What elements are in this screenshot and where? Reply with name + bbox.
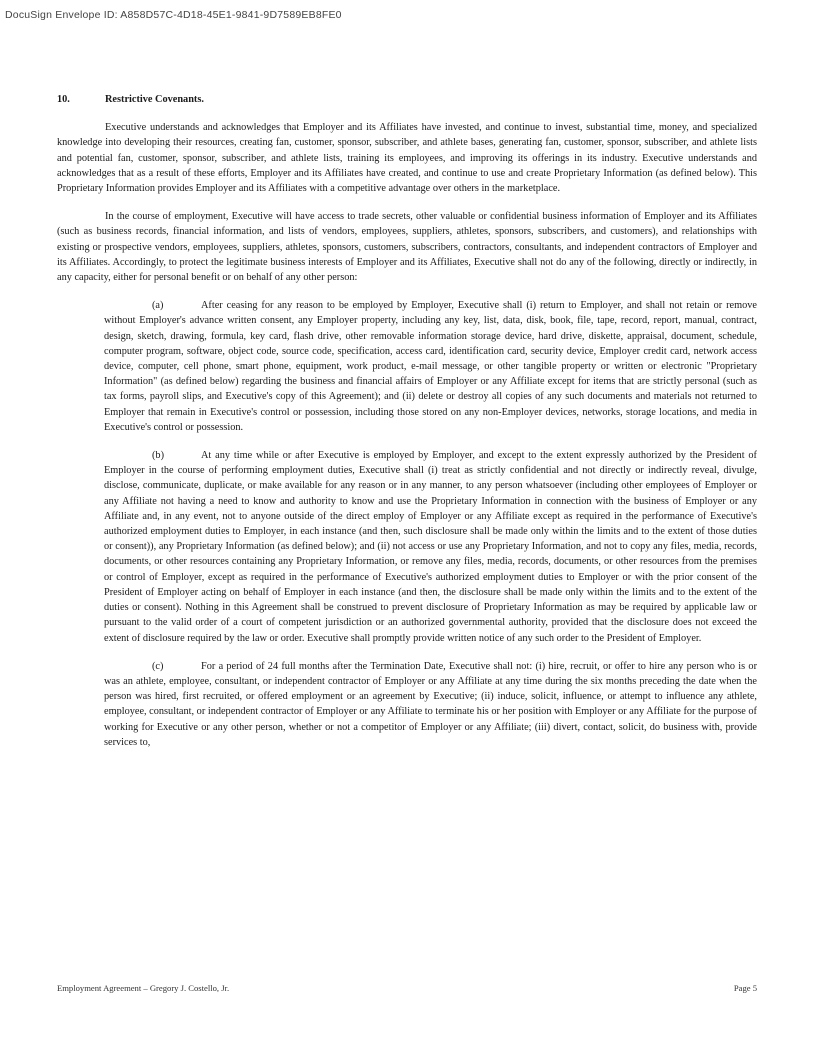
- intro-paragraph-1: Executive understands and acknowledges that Employer and its Affiliates have invested, and continue to invest, substantial time, money, and specialized knowledge into developing their resources, creating fan, customer, sponsor, subscriber, and athlete bases, generating fan, customer, sponsor, subscriber, and athlete lists and potential fan, customer, sponsor, subscriber, and athlete lists, training its employees, and improving its offerings in its industry. Executive understands and acknowledges that as a result of these efforts, Employer and its Affiliates have created, and continue to use and create Proprietary Information (as defined below). This Proprietary Information provides Employer and its Affiliates with a competitive advantage over others in the marketplace.: [57, 122, 757, 195]
- docusign-envelope-id: DocuSign Envelope ID: A858D57C-4D18-45E1-9841-9D7589EB8FE0: [5, 9, 342, 21]
- subsection-label: (b): [152, 450, 165, 462]
- subsection-text: For a period of 24 full months after the Termination Date, Executive shall not: (i) hire, recruit, or offer to hire any person who is or was an athlete, employee, consultant, or independent contractor of Employer or any Affiliate at any time during the six months preceding the date when the person was hired, first recruited, or offered employment or an agreement by Executive; (ii) induce, solicit, influence, or attempt to influence any athlete, employee, consultant, or independent contractor of Employer or any Affiliate to terminate his or her position with Employer or any Affiliate for the purpose of working for Executive or any other person, whether or not a competitor of Employer or any Affiliate; (iii) divert, contact, solicit, do business with, provide services to,: [104, 660, 757, 748]
- subsection-b: [104, 448, 757, 646]
- subsection-c: [104, 659, 757, 750]
- subsection-text: After ceasing for any reason to be employed by Employer, Executive shall (i) return to Employer, and shall not retain or remove without Employer's advance written consent, any Employer property, including any key, list, data, disk, book, file, tape, record, report, manual, contract, design, sketch, drawing, formula, key card, flash drive, other removable information storage device, hard drive, diskette, appraisal, document, schedule, computer program, software, object code, source code, specification, access card, identification card, security device, Employer credit card, network access device, computer, cell phone, smart phone, equipment, work product, e-mail message, or other tangible property or written or electronic "Proprietary Information" (as defined below) regarding the business and financial affairs of Employer or any Affiliate except for items that are strictly personal (such as tax forms, payroll slips, and Executive's copy of this Agreement); and (ii) delete or destroy all copies of any such documents and materials not returned to Employer that remain in Executive's control or possession, including those stored on any non-Employer devices, networks, storage locations, and media in Executive's control or possession.: [104, 300, 757, 433]
- subsection-text: At any time while or after Executive is employed by Employer, and except to the extent expressly authorized by the President of Employer in the course of performing employment duties, Executive shall (i) treat as strictly confidential and not directly or indirectly reveal, divulge, disclose, communicate, duplicate, or make available for any reason or in any manner, to any person whatsoever (including other employees of Employer or any Affiliate not having a need to know and authority to know and use the Proprietary Information in connection with the business of Employer or any Affiliate and, in any event, not to anyone outside of the direct employ of Employer or any Affiliate except as required in the performance of Executive's authorized employment duties to Employer, in each instance (and then, such disclosure shall be made only within the limits and to the extent of those duties or consent)), any Proprietary Information (as defined below); and (ii) not access or use any Proprietary Information, and not to copy any files, media, records, documents, or other resources containing any Proprietary Information, or remove any files, media, records, documents, or other resources from the premises or control of Employer, except as required in the performance of Executive's authorized employment duties to Employer or with the prior consent of the President of Employer acting on behalf of Employer in each instance (and then, the disclosure shall be made only within the limits and to the extent of the duties or consent). Nothing in this Agreement shall be construed to prevent disclosure of Proprietary Information as may be required by applicable law or pursuant to the valid order of a court of competent jurisdiction or an authorized governmental authority, provided that the disclosure does not exceed the extent of disclosure required by the law or order. Executive shall promptly provide written notice of any such order to the President of Employer.: [104, 450, 757, 644]
- subsection-a: [104, 298, 757, 435]
- footer-page-number: Page 5: [733, 983, 757, 993]
- section-number: 10.: [57, 94, 70, 105]
- intro-paragraph-2: In the course of employment, Executive will have access to trade secrets, other valuable or confidential business information of Employer and its Affiliates (such as business records, financial information, and lists of vendors, employees, suppliers, athletes, sponsors, subscribers, and customers), and relationships with existing or prospective vendors, employees, suppliers, athletes, sponsors, customers, subscribers, contractors, consultants, and independent contractors of Employer and its Affiliates. Accordingly, to protect the legitimate business interests of Employer and its Affiliates, Executive shall not do any of the following, directly or indirectly, in any capacity, either for personal benefit or on behalf of any other person:: [57, 211, 757, 284]
- document-body: [57, 92, 757, 763]
- subsection-label: (c): [152, 660, 164, 672]
- footer-document-title: Employment Agreement – Gregory J. Costello, Jr.: [57, 983, 230, 993]
- section-heading: [57, 92, 757, 107]
- section-title: Restrictive Covenants.: [105, 94, 204, 105]
- subsection-label: (a): [152, 300, 164, 312]
